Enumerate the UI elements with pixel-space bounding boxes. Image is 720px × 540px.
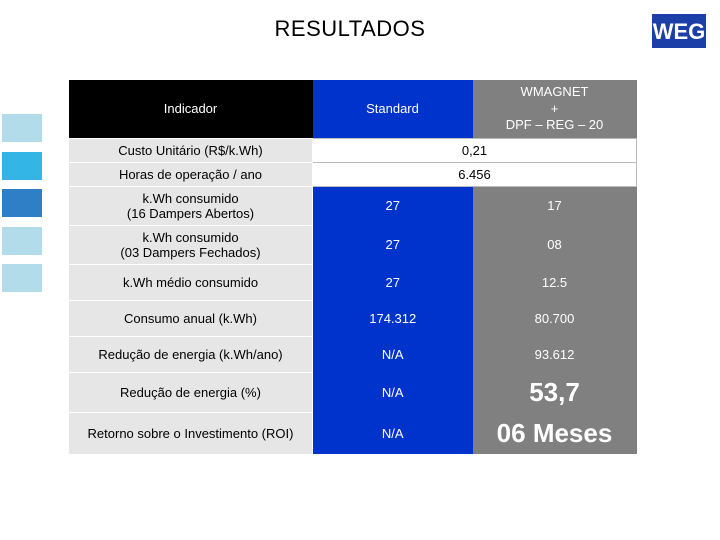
- table-row: [69, 162, 637, 186]
- header-wmagnet-line1: WMAGNET: [520, 84, 589, 100]
- row-label: Redução de energia (%): [69, 372, 313, 412]
- row-label: Retorno sobre o Investimento (ROI): [69, 412, 313, 454]
- weg-logo: [652, 14, 706, 48]
- decor-square-2: [2, 152, 42, 180]
- header-row: [69, 80, 637, 138]
- standard-value: 27: [313, 264, 473, 300]
- row-merged-value: 0,21: [313, 138, 637, 162]
- row-label: [69, 225, 313, 264]
- decor-square-1: [2, 114, 42, 142]
- row-merged-value: 6.456: [313, 162, 637, 186]
- table-row: [69, 412, 637, 454]
- wmagnet-value: 80.700: [473, 300, 637, 336]
- table-row: [69, 336, 637, 372]
- row-label: Custo Unitário (R$/k.Wh): [69, 138, 313, 162]
- standard-value: N/A: [313, 412, 473, 454]
- standard-value: N/A: [313, 372, 473, 412]
- wmagnet-value: 06 Meses: [473, 412, 637, 454]
- header-wmagnet-line2: +: [550, 100, 559, 116]
- decor-square-3: [2, 189, 42, 217]
- standard-value: 27: [313, 186, 473, 225]
- header-wmagnet: [473, 80, 637, 138]
- decor-square-5: [2, 264, 42, 292]
- row-label: Horas de operação / ano: [69, 162, 313, 186]
- table-row: [69, 186, 637, 225]
- standard-value: 27: [313, 225, 473, 264]
- row-label-line2: (16 Dampers Abertos): [126, 205, 255, 221]
- logo-text: WEG: [652, 19, 706, 44]
- table-row: [69, 225, 637, 264]
- header-wmagnet-line3: DPF – REG – 20: [505, 116, 604, 132]
- row-label-line1: k.Wh consumido: [142, 190, 239, 206]
- page-title: RESULTADOS: [274, 16, 426, 41]
- table-row: [69, 300, 637, 336]
- row-label: [69, 186, 313, 225]
- row-label: Redução de energia (k.Wh/ano): [69, 336, 313, 372]
- row-label: Consumo anual (k.Wh): [69, 300, 313, 336]
- header-standard: Standard: [313, 80, 473, 138]
- wmagnet-value: 53,7: [473, 372, 637, 412]
- wmagnet-value: 12.5: [473, 264, 637, 300]
- row-label-line2: (03 Dampers Fechados): [120, 244, 261, 260]
- header-indicator: Indicador: [69, 80, 313, 138]
- decor-square-4: [2, 227, 42, 255]
- standard-value: 174.312: [313, 300, 473, 336]
- wmagnet-value: 93.612: [473, 336, 637, 372]
- table-row: [69, 372, 637, 412]
- row-label-line1: k.Wh consumido: [142, 229, 239, 245]
- table-row: [69, 264, 637, 300]
- table-row: [69, 138, 637, 162]
- wmagnet-value: 17: [473, 186, 637, 225]
- row-label: k.Wh médio consumido: [69, 264, 313, 300]
- wmagnet-value: 08: [473, 225, 637, 264]
- results-table: [68, 80, 637, 455]
- standard-value: N/A: [313, 336, 473, 372]
